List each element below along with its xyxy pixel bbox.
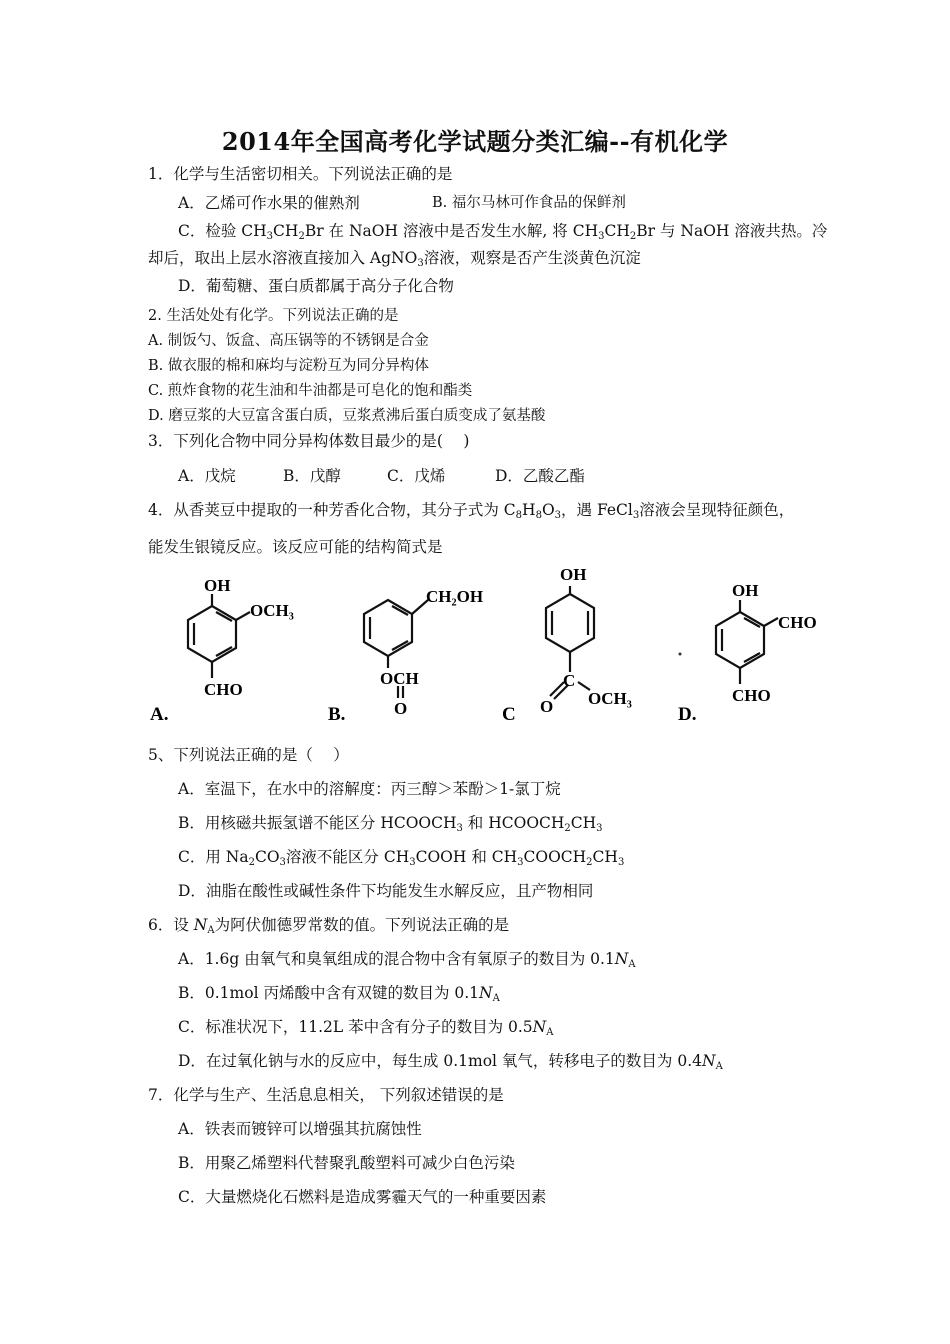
svg-text:OCH₃: OCH₃ bbox=[250, 601, 294, 620]
page-title: 2014年全国高考化学试题分类汇编--有机化学 bbox=[221, 127, 729, 156]
svg-text:CH₂OH: CH₂OH bbox=[426, 587, 484, 606]
question-7-option-b: B．用聚乙烯塑料代替聚乳酸塑料可减少白色污染 bbox=[178, 1154, 515, 1172]
structure-option-c bbox=[500, 566, 650, 726]
question-2-option-a: A. 制饭勺、饭盒、高压锅等的不锈钢是合金 bbox=[148, 333, 429, 349]
question-1-option-b: B. 福尔马林可作食品的保鲜剂 bbox=[432, 195, 626, 211]
svg-text:CHO: CHO bbox=[732, 686, 771, 705]
question-2-option-b: B. 做衣服的棉和麻均与淀粉互为同分异构体 bbox=[148, 358, 429, 374]
question-6-stem: 6．设 $N_A$为阿伏伽德罗常数的值。下列说法正确的是 bbox=[148, 916, 510, 936]
question-3-option-b: B．戊醇 bbox=[283, 467, 341, 485]
structure-label-c: C bbox=[502, 704, 516, 725]
svg-text:OCH₃: OCH₃ bbox=[588, 689, 632, 708]
svg-text:OH: OH bbox=[204, 576, 231, 595]
question-6-option-c: C．标准状况下，11.2L 苯中含有分子的数目为 $0.5N_A$ bbox=[178, 1018, 554, 1038]
svg-text:OH: OH bbox=[732, 581, 759, 600]
question-4-stem-line2: 能发生银镜反应。该反应可能的结构简式是 bbox=[148, 538, 443, 556]
question-7-option-c: C．大量燃烧化石燃料是造成雾霾天气的一种重要因素 bbox=[178, 1188, 547, 1206]
question-2-option-d: D. 磨豆浆的大豆富含蛋白质，豆浆煮沸后蛋白质变成了氨基酸 bbox=[148, 408, 546, 424]
structure-label-d: D. bbox=[678, 704, 697, 725]
question-1-option-d: D．葡萄糖、蛋白质都属于高分子化合物 bbox=[178, 277, 454, 295]
question-1-option-c-line1: C．检验 $CH_3CH_2Br$ 在 NaOH 溶液中是否发生水解, 将 $CH_3CH_2Br$ 与 NaOH 溶液共热。冷 bbox=[178, 222, 828, 242]
question-1-option-a: A．乙烯可作水果的催熟剂 bbox=[178, 194, 360, 212]
question-2-option-c: C. 煎炸食物的花生油和牛油都是可皂化的饱和酯类 bbox=[148, 383, 473, 399]
question-3-option-c: C．戊烯 bbox=[387, 467, 446, 485]
structure-label-a: A. bbox=[150, 704, 169, 725]
question-7-stem: 7．化学与生产、生活息息相关， 下列叙述错误的是 bbox=[148, 1086, 504, 1104]
svg-text:C: C bbox=[563, 671, 576, 690]
structure-option-d bbox=[674, 566, 834, 726]
question-6-option-d: D．在过氧化钠与水的反应中，每生成 0.1mol 氧气，转移电子的数目为 $0.4N_A$ bbox=[178, 1052, 723, 1072]
svg-text:O: O bbox=[394, 699, 408, 718]
svg-text:CHO: CHO bbox=[778, 613, 817, 632]
question-5-option-d: D．油脂在酸性或碱性条件下均能发生水解反应，且产物相同 bbox=[178, 882, 594, 900]
question-4-stem-line1: 4．从香荚豆中提取的一种芳香化合物，其分子式为 $C_8H_8O_3$，遇 FeCl$_3$溶液会呈现特征颜色， bbox=[148, 501, 795, 521]
svg-text:OH: OH bbox=[560, 566, 587, 584]
question-1-stem: 1．化学与生活密切相关。下列说法正确的是 bbox=[148, 165, 453, 183]
question-7-option-a: A．铁表而镀锌可以增强其抗腐蚀性 bbox=[178, 1120, 422, 1138]
question-5-option-c: C．用 $Na_2CO_3$溶液不能区分 $CH_3COOH$ 和 $CH_3COOCH_2CH_3$ bbox=[178, 848, 625, 868]
question-6-option-a: A．1.6g 由氧气和臭氧组成的混合物中含有氧原子的数目为 $0.1N_A$ bbox=[178, 950, 636, 970]
question-6-option-b: B．0.1mol 丙烯酸中含有双键的数目为 $0.1N_A$ bbox=[178, 984, 500, 1004]
question-3-option-a: A．戊烷 bbox=[178, 467, 236, 485]
question-5-stem: 5、下列说法正确的是（ ） bbox=[148, 746, 349, 764]
structure-option-a bbox=[146, 566, 311, 726]
question-5-option-a: A．室温下，在水中的溶解度：丙三醇＞苯酚＞1-氯丁烷 bbox=[178, 780, 561, 798]
question-5-option-b: B．用核磁共振氢谱不能区分 $HCOOCH_3$ 和 $HCOOCH_2CH_3$ bbox=[178, 814, 603, 834]
question-3-option-d: D．乙酸乙酯 bbox=[495, 467, 585, 485]
question-3-stem: 3．下列化合物中同分异构体数目最少的是( ) bbox=[148, 432, 470, 450]
question-1-option-c-line2: 却后，取出上层水溶液直接加入 AgNO$_3$溶液，观察是否产生淡黄色沉淀 bbox=[148, 249, 641, 269]
svg-text:CHO: CHO bbox=[204, 680, 243, 699]
svg-text:OCH: OCH bbox=[380, 669, 419, 688]
structure-label-b: B. bbox=[328, 704, 346, 725]
svg-text:O: O bbox=[540, 697, 554, 716]
question-2-stem: 2. 生活处处有化学。下列说法正确的是 bbox=[148, 308, 399, 324]
structure-option-b bbox=[326, 566, 501, 726]
